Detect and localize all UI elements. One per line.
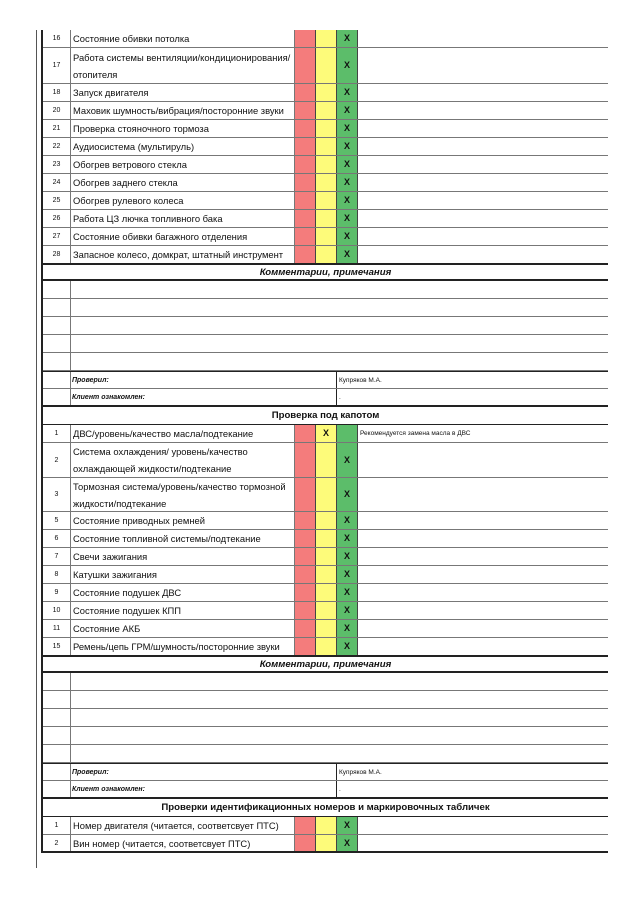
- comment-line[interactable]: [43, 353, 608, 371]
- status-ok-cell[interactable]: X: [337, 228, 358, 245]
- status-bad-cell[interactable]: [295, 156, 316, 173]
- status-ok-cell[interactable]: X: [337, 443, 358, 477]
- status-ok-cell[interactable]: X: [337, 835, 358, 851]
- item-number: 25: [43, 192, 71, 209]
- blank-num-cell: [43, 727, 71, 744]
- status-bad-cell[interactable]: [295, 138, 316, 155]
- comment-input[interactable]: [71, 727, 608, 744]
- comment-input[interactable]: [71, 281, 608, 298]
- status-bad-cell[interactable]: [295, 530, 316, 547]
- check-item-row: [43, 30, 608, 48]
- comment-line[interactable]: [43, 691, 608, 709]
- status-ok-cell[interactable]: X: [337, 584, 358, 601]
- comments-header: [43, 263, 608, 281]
- interior-checks-table: [43, 30, 608, 264]
- status-bad-cell[interactable]: [295, 210, 316, 227]
- status-bad-cell[interactable]: [295, 84, 316, 101]
- item-name: Состояние топливной системы/подтекание: [71, 530, 295, 547]
- check-item-row: [43, 174, 608, 192]
- check-item-row: [43, 228, 608, 246]
- item-number: 10: [43, 602, 71, 619]
- status-ok-cell[interactable]: X: [337, 478, 358, 511]
- status-bad-cell[interactable]: [295, 443, 316, 477]
- status-ok-cell[interactable]: X: [337, 174, 358, 191]
- item-note[interactable]: [358, 156, 608, 173]
- item-name: Состояние обивки потолка: [71, 30, 295, 47]
- comment-input[interactable]: [71, 709, 608, 726]
- item-note[interactable]: [358, 638, 608, 655]
- comment-input[interactable]: [71, 317, 608, 334]
- item-number: 28: [43, 246, 71, 263]
- check-item-row: [43, 530, 608, 548]
- item-note[interactable]: [358, 602, 608, 619]
- item-name: Работа системы вентиляции/кондиционирования/ отопителя: [71, 48, 295, 83]
- status-warn-cell[interactable]: [316, 174, 337, 191]
- comment-line[interactable]: [43, 281, 608, 299]
- status-ok-cell[interactable]: X: [337, 512, 358, 529]
- status-ok-cell[interactable]: X: [337, 620, 358, 637]
- comments-lines: [43, 673, 608, 763]
- comment-line[interactable]: [43, 335, 608, 353]
- status-bad-cell[interactable]: [295, 620, 316, 637]
- check-item-row: [43, 120, 608, 138]
- item-note[interactable]: [358, 835, 608, 851]
- status-bad-cell[interactable]: [295, 512, 316, 529]
- status-bad-cell[interactable]: [295, 548, 316, 565]
- status-warn-cell[interactable]: [316, 138, 337, 155]
- status-bad-cell[interactable]: [295, 192, 316, 209]
- status-ok-cell[interactable]: X: [337, 246, 358, 263]
- status-bad-cell[interactable]: [295, 48, 316, 83]
- status-bad-cell[interactable]: [295, 638, 316, 655]
- comments-title: Комментарии, примечания: [259, 658, 392, 670]
- status-bad-cell[interactable]: [295, 120, 316, 137]
- status-ok-cell[interactable]: X: [337, 530, 358, 547]
- status-ok-cell[interactable]: X: [337, 48, 358, 83]
- check-item-row: [43, 156, 608, 174]
- status-warn-cell[interactable]: [316, 246, 337, 263]
- client-row: [43, 781, 608, 799]
- client-value[interactable]: .: [339, 393, 341, 401]
- comments-lines: [43, 281, 608, 371]
- status-ok-cell[interactable]: X: [337, 602, 358, 619]
- item-name: Проверка стояночного тормоза: [71, 120, 295, 137]
- check-item-row: [43, 584, 608, 602]
- section-title: Проверка под капотом: [271, 410, 380, 421]
- item-note[interactable]: [358, 443, 608, 477]
- item-note[interactable]: [358, 102, 608, 119]
- status-bad-cell[interactable]: [295, 478, 316, 511]
- item-name: Состояние подушек ДВС: [71, 584, 295, 601]
- status-warn-cell[interactable]: [316, 584, 337, 601]
- item-number: 11: [43, 620, 71, 637]
- status-warn-cell[interactable]: [316, 566, 337, 583]
- page-margin-rule: [36, 30, 37, 868]
- status-ok-cell[interactable]: X: [337, 817, 358, 834]
- status-bad-cell[interactable]: [295, 246, 316, 263]
- item-name: Аудиосистема (мультируль): [71, 138, 295, 155]
- status-warn-cell[interactable]: [316, 228, 337, 245]
- status-warn-cell[interactable]: [316, 156, 337, 173]
- blank-num-cell: [43, 764, 71, 780]
- item-number: 21: [43, 120, 71, 137]
- item-name: Система охлаждения/ уровень/качество охлаждающей жидкости/подтекание: [71, 443, 295, 477]
- id-checks-table: [43, 817, 608, 853]
- item-note[interactable]: [358, 530, 608, 547]
- comment-line[interactable]: [43, 745, 608, 763]
- blank-num-cell: [43, 335, 71, 352]
- check-item-row: [43, 548, 608, 566]
- status-warn-cell[interactable]: [316, 443, 337, 477]
- item-name: Работа ЦЗ лючка топливного бака: [71, 210, 295, 227]
- item-number: 2: [43, 835, 71, 851]
- status-ok-cell[interactable]: X: [337, 138, 358, 155]
- item-note[interactable]: [358, 246, 608, 263]
- check-item-row: [43, 48, 608, 84]
- comment-input[interactable]: [71, 299, 608, 316]
- item-note[interactable]: [358, 620, 608, 637]
- item-name: ДВС/уровень/качество масла/подтекание: [71, 425, 295, 442]
- blank-num-cell: [43, 781, 71, 797]
- item-number: 1: [43, 425, 71, 442]
- status-bad-cell[interactable]: [295, 566, 316, 583]
- item-name: Обогрев рулевого колеса: [71, 192, 295, 209]
- section-title: Проверки идентификационных номеров и маркировочных табличек: [161, 802, 490, 813]
- check-item-row: [43, 620, 608, 638]
- status-ok-cell[interactable]: [337, 425, 358, 442]
- check-item-row: [43, 512, 608, 530]
- item-name: Ремень/цепь ГРМ/шумность/посторонние звуки: [71, 638, 295, 655]
- status-ok-cell[interactable]: X: [337, 566, 358, 583]
- checked-by-label: Проверил:: [71, 764, 337, 780]
- status-ok-cell[interactable]: X: [337, 30, 358, 47]
- blank-num-cell: [43, 673, 71, 690]
- item-note[interactable]: [358, 48, 608, 83]
- blank-num-cell: [43, 317, 71, 334]
- item-note[interactable]: [358, 817, 608, 834]
- client-row: [43, 389, 608, 407]
- check-item-row: [43, 443, 608, 478]
- check-item-row: [43, 425, 608, 443]
- status-warn-cell[interactable]: [316, 512, 337, 529]
- status-warn-cell[interactable]: [316, 638, 337, 655]
- item-number: 24: [43, 174, 71, 191]
- item-number: 1: [43, 817, 71, 834]
- status-bad-cell[interactable]: [295, 602, 316, 619]
- status-warn-cell[interactable]: [316, 620, 337, 637]
- status-ok-cell[interactable]: X: [337, 156, 358, 173]
- comment-input[interactable]: [71, 691, 608, 708]
- blank-num-cell: [43, 709, 71, 726]
- client-label: Клиент ознакомлен:: [71, 781, 337, 797]
- status-warn-cell[interactable]: [316, 478, 337, 511]
- check-item-row: [43, 210, 608, 228]
- comment-input[interactable]: [71, 335, 608, 352]
- check-item-row: [43, 246, 608, 264]
- under-hood-checks-table: [43, 425, 608, 656]
- check-item-row: [43, 84, 608, 102]
- status-bad-cell[interactable]: [295, 102, 316, 119]
- item-note[interactable]: [358, 174, 608, 191]
- item-number: 6: [43, 530, 71, 547]
- item-name: Состояние АКБ: [71, 620, 295, 637]
- item-name: Состояние обивки багажного отделения: [71, 228, 295, 245]
- check-item-row: [43, 192, 608, 210]
- item-number: 18: [43, 84, 71, 101]
- comment-input[interactable]: [71, 745, 608, 762]
- status-bad-cell[interactable]: [295, 228, 316, 245]
- blank-num-cell: [43, 389, 71, 405]
- client-value[interactable]: .: [339, 785, 341, 793]
- item-name: Обогрев заднего стекла: [71, 174, 295, 191]
- item-name: Катушки зажигания: [71, 566, 295, 583]
- status-bad-cell[interactable]: [295, 584, 316, 601]
- comment-line[interactable]: [43, 727, 608, 745]
- comment-line[interactable]: [43, 709, 608, 727]
- comment-input[interactable]: [71, 673, 608, 690]
- client-label: Клиент ознакомлен:: [71, 389, 337, 405]
- check-item-row: [43, 566, 608, 584]
- item-note[interactable]: [358, 548, 608, 565]
- item-number: 23: [43, 156, 71, 173]
- section-header-id-numbers: [43, 799, 608, 817]
- checked-by-row: [43, 763, 608, 781]
- item-name: Обогрев ветрового стекла: [71, 156, 295, 173]
- check-item-row: [43, 138, 608, 156]
- status-bad-cell[interactable]: [295, 835, 316, 851]
- item-number: 9: [43, 584, 71, 601]
- item-number: 3: [43, 478, 71, 511]
- checked-by-row: [43, 371, 608, 389]
- status-ok-cell[interactable]: X: [337, 84, 358, 101]
- item-number: 5: [43, 512, 71, 529]
- status-warn-cell[interactable]: [316, 192, 337, 209]
- section-header-under-hood: [43, 407, 608, 425]
- item-name: Вин номер (читается, соответсвует ПТС): [71, 835, 295, 851]
- comments-title: Комментарии, примечания: [259, 266, 392, 278]
- status-warn-cell[interactable]: [316, 602, 337, 619]
- status-ok-cell[interactable]: X: [337, 102, 358, 119]
- status-ok-cell[interactable]: X: [337, 638, 358, 655]
- item-note[interactable]: [358, 120, 608, 137]
- item-note[interactable]: [358, 84, 608, 101]
- status-warn-cell[interactable]: [316, 102, 337, 119]
- item-number: 15: [43, 638, 71, 655]
- item-name: Маховик шумность/вибрация/посторонние звуки: [71, 102, 295, 119]
- item-number: 17: [43, 48, 71, 83]
- item-number: 20: [43, 102, 71, 119]
- item-name: Запуск двигателя: [71, 84, 295, 101]
- blank-num-cell: [43, 353, 71, 370]
- status-bad-cell[interactable]: [295, 425, 316, 442]
- status-warn-cell[interactable]: [316, 835, 337, 851]
- comment-line[interactable]: [43, 299, 608, 317]
- item-note[interactable]: Рекомендуется замена масла в ДВС: [360, 430, 471, 437]
- item-note[interactable]: [358, 584, 608, 601]
- comment-line[interactable]: [43, 673, 608, 691]
- blank-num-cell: [43, 299, 71, 316]
- checked-by-value[interactable]: Купряков М.А.: [339, 768, 382, 776]
- inspection-sheet: [41, 30, 608, 853]
- check-item-row: [43, 638, 608, 656]
- status-bad-cell[interactable]: [295, 30, 316, 47]
- status-warn-cell[interactable]: [316, 530, 337, 547]
- item-name: Состояние приводных ремней: [71, 512, 295, 529]
- status-warn-cell[interactable]: [316, 817, 337, 834]
- item-number: 27: [43, 228, 71, 245]
- blank-num-cell: [43, 281, 71, 298]
- status-ok-cell[interactable]: X: [337, 548, 358, 565]
- checked-by-value[interactable]: Купряков М.А.: [339, 376, 382, 384]
- checked-by-label: Проверил:: [71, 372, 337, 388]
- status-warn-cell[interactable]: X: [316, 425, 337, 442]
- status-warn-cell[interactable]: [316, 548, 337, 565]
- item-number: 26: [43, 210, 71, 227]
- blank-num-cell: [43, 745, 71, 762]
- check-item-row: [43, 102, 608, 120]
- comments-header: [43, 655, 608, 673]
- status-ok-cell[interactable]: X: [337, 210, 358, 227]
- check-item-row: [43, 835, 608, 853]
- comment-line[interactable]: [43, 317, 608, 335]
- item-note[interactable]: [358, 210, 608, 227]
- item-number: 7: [43, 548, 71, 565]
- item-note[interactable]: [358, 566, 608, 583]
- item-note[interactable]: [358, 512, 608, 529]
- item-name: Свечи зажигания: [71, 548, 295, 565]
- item-name: Запасное колесо, домкрат, штатный инструмент: [71, 246, 295, 263]
- item-name: Состояние подушек КПП: [71, 602, 295, 619]
- item-number: 8: [43, 566, 71, 583]
- item-name: Номер двигателя (читается, соответсвует ПТС): [71, 817, 295, 834]
- item-note[interactable]: [358, 228, 608, 245]
- status-warn-cell[interactable]: [316, 48, 337, 83]
- item-note[interactable]: [358, 478, 608, 511]
- item-number: 16: [43, 30, 71, 47]
- blank-num-cell: [43, 372, 71, 388]
- check-item-row: [43, 602, 608, 620]
- status-warn-cell[interactable]: [316, 210, 337, 227]
- status-ok-cell[interactable]: X: [337, 192, 358, 209]
- item-number: 2: [43, 443, 71, 477]
- status-ok-cell[interactable]: X: [337, 120, 358, 137]
- status-bad-cell[interactable]: [295, 817, 316, 834]
- item-note[interactable]: [358, 138, 608, 155]
- check-item-row: [43, 817, 608, 835]
- item-note[interactable]: [358, 30, 608, 47]
- item-number: 22: [43, 138, 71, 155]
- status-warn-cell[interactable]: [316, 30, 337, 47]
- check-item-row: [43, 478, 608, 512]
- status-bad-cell[interactable]: [295, 174, 316, 191]
- item-note[interactable]: [358, 192, 608, 209]
- item-name: Тормозная система/уровень/качество тормозной жидкости/подтекание: [71, 478, 295, 511]
- blank-num-cell: [43, 691, 71, 708]
- comment-input[interactable]: [71, 353, 608, 370]
- status-warn-cell[interactable]: [316, 84, 337, 101]
- status-warn-cell[interactable]: [316, 120, 337, 137]
